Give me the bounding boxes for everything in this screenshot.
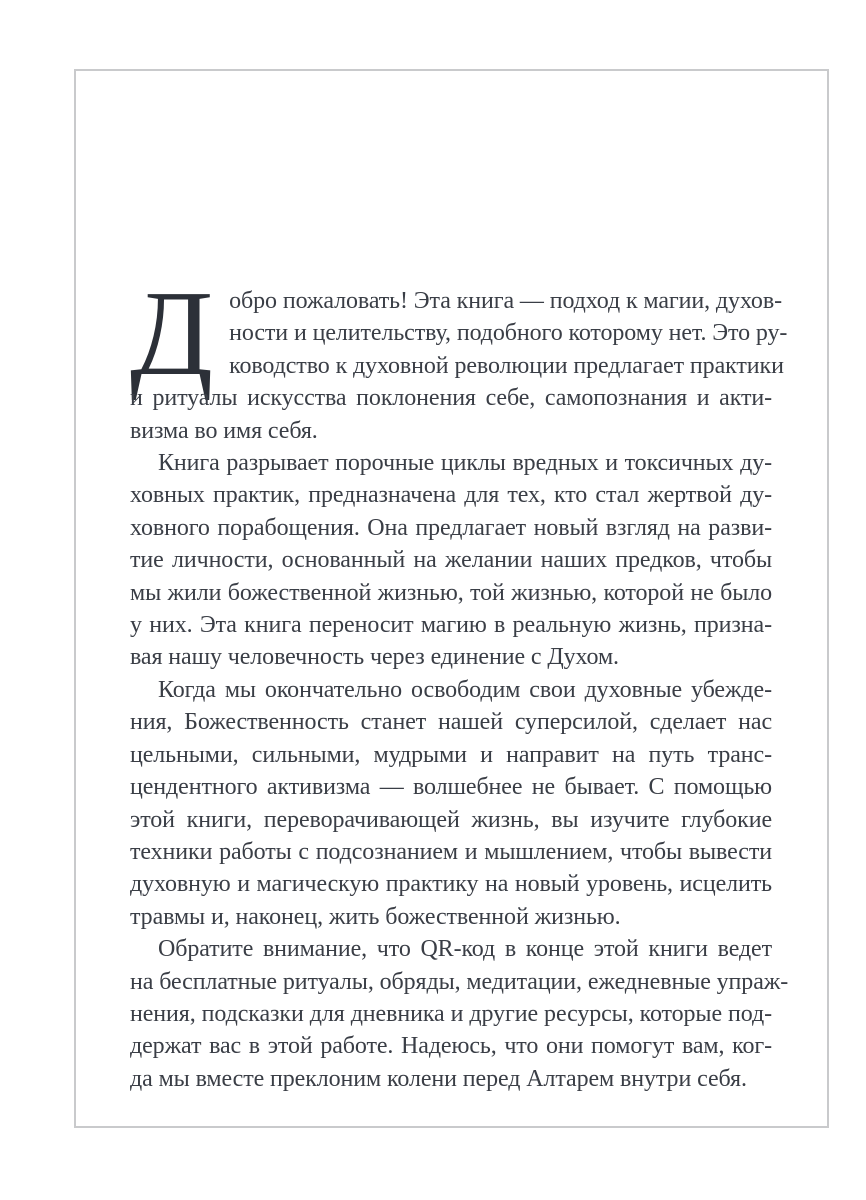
text-line: ния, Божественность станет нашей суперсилой, сделает нас: [130, 709, 772, 736]
paragraph: [130, 447, 772, 674]
text-line: ховных практик, предназначена для тех, кто стал жертвой ду-: [130, 482, 772, 509]
text-line: да мы вместе преклоним колени перед Алтарем внутри себя.: [130, 1065, 747, 1092]
paragraph: [130, 933, 789, 1095]
text-line: тие личности, основанный на желании наших предков, чтобы: [130, 547, 772, 574]
text-line: на бесплатные ритуалы, обряды, медитации, ежедневные упраж-: [130, 968, 789, 995]
page-border: [74, 69, 829, 1128]
text-line: вая нашу человечность через единение с Духом.: [130, 644, 619, 671]
paragraph: [130, 674, 772, 933]
text-line: держат вас в этой работе. Надеюсь, что они помогут вам, ког-: [130, 1033, 772, 1060]
text-line: травмы и, наконец, жить божественной жизнью.: [130, 903, 621, 930]
text-line: и ритуалы искусства поклонения себе, самопознания и акти-: [130, 385, 772, 412]
page-text-block: [130, 266, 789, 1095]
text-line: духовную и магическую практику на новый уровень, исцелить: [130, 871, 772, 898]
text-line: ководство к духовной революции предлагает практики: [229, 352, 784, 379]
text-line: Книга разрывает порочные циклы вредных и токсичных ду-: [158, 450, 772, 477]
text-line: техники работы с подсознанием и мышлением, чтобы вывести: [130, 838, 772, 865]
text-line: визма во имя себя.: [130, 417, 318, 444]
paragraph: [130, 266, 788, 447]
text-line: мы жили божественной жизнью, той жизнью, которой не было: [130, 579, 772, 606]
text-line: обро пожаловать! Эта книга — подход к магии, духов-: [229, 288, 782, 314]
text-line: этой книги, переворачивающей жизнь, вы изучите глубокие: [130, 806, 772, 833]
text-line: Когда мы окончательно освободим свои духовные убежде-: [158, 676, 772, 703]
text-line: ности и целительству, подобного которому нет. Это ру-: [229, 320, 788, 347]
text-line: нения, подсказки для дневника и другие ресурсы, которые под-: [130, 1000, 772, 1027]
drop-cap-letter: Д: [130, 266, 214, 401]
text-line: у них. Эта книга переносит магию в реальную жизнь, призна-: [130, 612, 772, 639]
text-line: цендентного активизма — волшебнее не бывает. С помощью: [130, 774, 772, 801]
paragraphs-container: [130, 266, 789, 1095]
text-line: цельными, сильными, мудрыми и направит на путь транс-: [130, 741, 772, 768]
text-line: ховного порабощения. Она предлагает новый взгляд на разви-: [130, 514, 772, 541]
text-line: Обратите внимание, что QR-код в конце этой книги ведет: [158, 936, 772, 963]
